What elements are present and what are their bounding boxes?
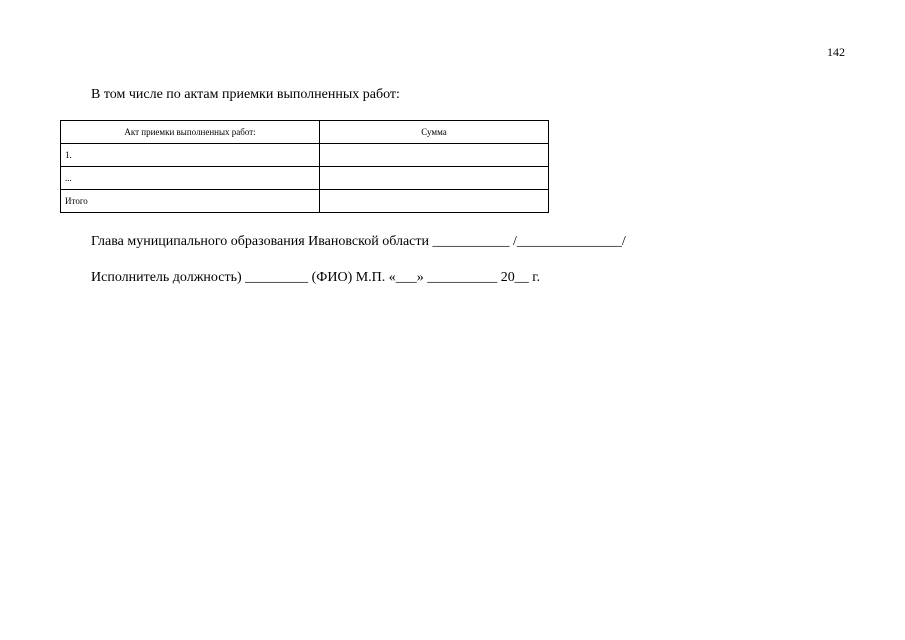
table-cell-sum xyxy=(320,144,549,167)
signature-head-line: Глава муниципального образования Ивановской области ___________ /_______________/ xyxy=(91,234,626,249)
acts-table xyxy=(60,120,549,213)
table-row xyxy=(61,144,549,167)
table-row xyxy=(61,167,549,190)
column-header-act: Акт приемки выполненных работ: xyxy=(61,121,320,144)
table-cell-act: ... xyxy=(61,167,320,190)
table-cell-act: 1. xyxy=(61,144,320,167)
table-header-row xyxy=(61,121,549,144)
signature-executor-line: Исполнитель должность) _________ (ФИО) М.П. «___» __________ 20__ г. xyxy=(91,270,540,285)
intro-text: В том числе по актам приемки выполненных работ: xyxy=(91,87,400,102)
column-header-sum: Сумма xyxy=(320,121,549,144)
table-cell-total-sum xyxy=(320,190,549,213)
table-cell-total-label: Итого xyxy=(61,190,320,213)
table-row-total xyxy=(61,190,549,213)
table-cell-sum xyxy=(320,167,549,190)
page-number: 142 xyxy=(827,45,845,59)
